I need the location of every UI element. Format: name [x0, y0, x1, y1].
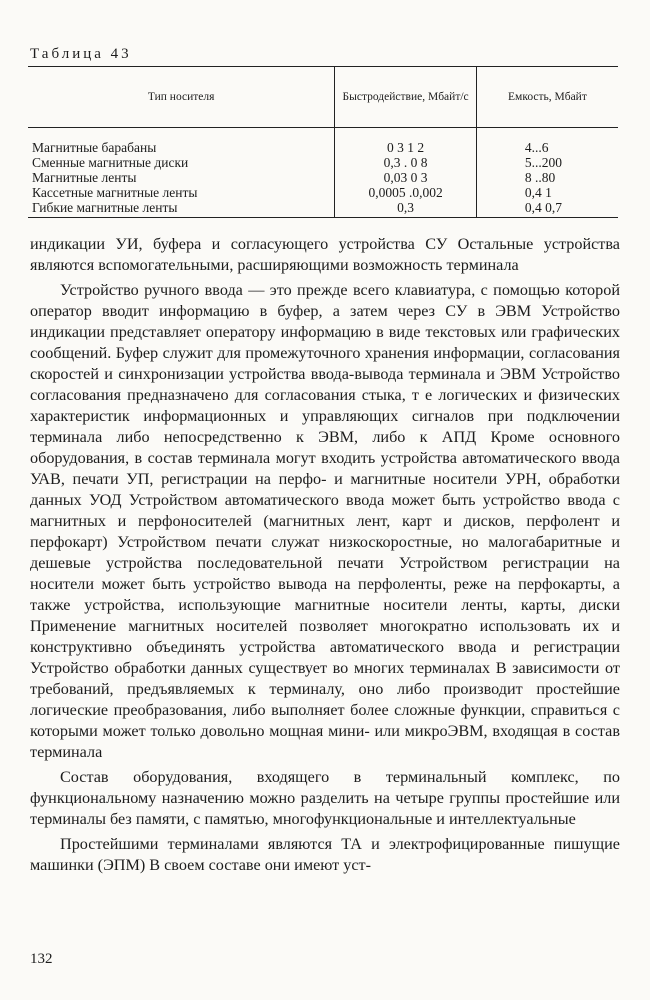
paragraph-terminal-devices: Устройство ручного ввода — это прежде всего клавиатура, с помощью которой оператор вводит информацию в буфер, а затем через СУ в ЭВМ Устройство индикации представляет оператору информацию в виде текстовых или графических сообщений. Буфер служит для промежуточного хранения информации, согласования скоростей и синхронизации устройства ввода-вывода терминала и ЭВМ Устройство согласования предназначено для согласования стыка, т е логических и физических характеристик информационных и управляющих сигналов при подключении терминала либо непосредственно к ЭВМ, либо к АПД Кроме основного оборудования, в состав терминала могут входить устройства автоматического ввода УАВ, печати УП, регистрации на перфо- и магнитные носители УРН, обработки данных УОД Устройством автоматического ввода может быть устройство ввода с магнитных и перфоносителей (магнитных лент, карт и дисков, перфолент и перфокарт) Устройством печати служат низкоскоростные, но малогабаритные и дешевые устройства последовательной печати Устройством регистрации на носители может быть устройство вывода на перфоленты, реже на перфокарты, а также устройства, использующие магнитные носители ленты, карты, диски Применение магнитных носителей позволяет многократно использовать их и конструктивно объединять устройства автоматического ввода и регистрации Устройство обработки данных существует во многих терминалах В зависимости от требований, предъявляемых к терминалу, оно либо производит простейшие логические преобразования, либо выполняет более сложные функции, справиться с которыми может только довольно мощная мини- или микроЭВМ, входящая в состав терминала: [30, 281, 620, 761]
cell-capacity: 4...6: [476, 128, 618, 156]
body-text: [30, 234, 620, 876]
cell-capacity: 0,4 1: [476, 185, 618, 200]
cell-media-type: Кассетные магнитные ленты: [32, 185, 198, 200]
column-header-speed: Быстродействие, Мбайт/с: [335, 67, 477, 128]
table-caption: Таблица 43: [30, 46, 132, 62]
paragraph-continuation: индикации УИ, буфера и согласующего устройства СУ Остальные устройства являются вспомогательными, расширяющими возможность терминала: [30, 235, 620, 274]
paragraph-simple-terminals: Простейшими терминалами являются ТА и электрофицированные пишущие машинки (ЭПМ) В своем составе они имеют уст-: [30, 835, 620, 874]
cell-speed: 0 3 1 2: [335, 128, 477, 156]
cell-capacity: 8 ..80: [476, 170, 618, 185]
paragraph-equipment-groups: Состав оборудования, входящего в терминальный комплекс, по функциональному назначению можно разделить на четыре группы простейшие или терминалы без памяти, с памятью, многофункциональные и интеллектуальные: [30, 768, 620, 828]
cell-speed: 0,0005 .0,002: [335, 185, 477, 200]
cell-media-type: Магнитные барабаны: [32, 140, 157, 155]
table-row: [28, 185, 618, 200]
cell-speed: 0,03 0 3: [335, 170, 477, 185]
column-header-media-type: Тип носителя: [28, 67, 335, 128]
table-row: [28, 200, 618, 218]
column-header-capacity: Емкость, Мбайт: [476, 67, 618, 128]
cell-speed: 0,3 . 0 8: [335, 155, 477, 170]
cell-media-type: Сменные магнитные диски: [32, 155, 189, 170]
cell-media-type: Гибкие магнитные ленты: [28, 200, 335, 218]
table-header-row: [28, 67, 618, 128]
cell-speed: 0,3: [335, 200, 477, 218]
storage-media-table: [28, 66, 618, 218]
cell-media-type: Магнитные ленты: [32, 170, 137, 185]
table-row: [28, 170, 618, 185]
cell-capacity: 5...200: [476, 155, 618, 170]
table-row: [28, 155, 618, 170]
table-row: [28, 128, 618, 156]
page-number: 132: [30, 951, 53, 967]
cell-capacity: 0,4 0,7: [476, 200, 618, 218]
